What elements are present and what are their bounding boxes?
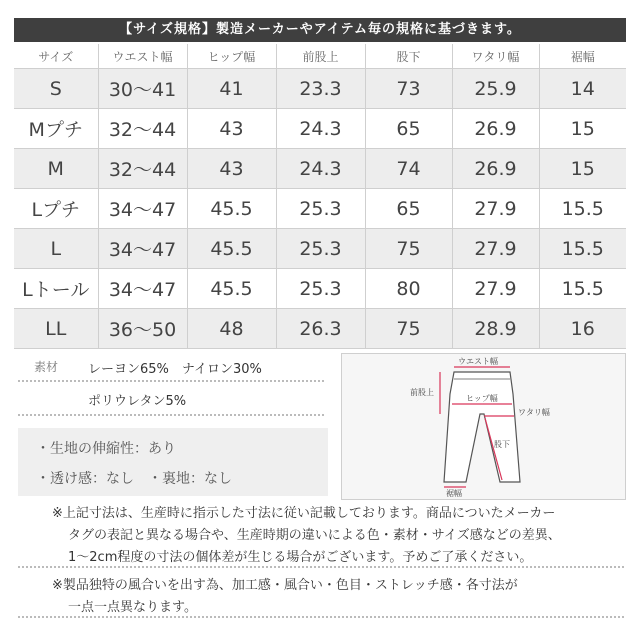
table-row	[14, 269, 626, 309]
measurement-cell: 26.9	[452, 149, 539, 189]
size-label-cell: Lプチ	[14, 189, 98, 229]
table-row	[14, 109, 626, 149]
note-divider	[18, 616, 624, 618]
measurement-cell: 25.3	[276, 189, 365, 229]
measurement-cell: 65	[365, 109, 452, 149]
header-waist: ウエスト幅	[98, 44, 187, 69]
pants-diagram-svg	[342, 354, 625, 499]
size-table-header	[14, 44, 626, 69]
measurement-cell: 15.5	[539, 229, 626, 269]
measurement-cell: 32〜44	[98, 109, 187, 149]
table-row	[14, 69, 626, 109]
measurement-cell: 24.3	[276, 109, 365, 149]
diagram-label-waist: ウエスト幅	[458, 357, 498, 366]
size-label-cell: Lトール	[14, 269, 98, 309]
note-line: ※上記寸法は、生産時に指示した寸法に従い記載しております。商品についたメーカー	[52, 506, 556, 521]
measurement-cell: 41	[187, 69, 276, 109]
sheer-lining-feature: ・透け感：なし ・裏地：なし	[36, 471, 232, 487]
table-row	[14, 149, 626, 189]
material-line-1: レーヨン65% ナイロン30%	[88, 362, 262, 377]
header-front-rise: 前股上	[276, 44, 365, 69]
pants-outline-icon	[444, 372, 520, 482]
note-line: 一点一点異なります。	[68, 600, 197, 615]
measurement-cell: 15	[539, 149, 626, 189]
note-divider	[18, 566, 624, 568]
product-note	[18, 570, 624, 620]
measurement-cell: 24.3	[276, 149, 365, 189]
measurement-cell: 27.9	[452, 269, 539, 309]
measurement-cell: 16	[539, 309, 626, 349]
measurement-cell: 25.9	[452, 69, 539, 109]
measurement-cell: 34〜47	[98, 189, 187, 229]
measurement-cell: 45.5	[187, 229, 276, 269]
measurement-cell: 28.9	[452, 309, 539, 349]
table-row	[14, 309, 626, 349]
measurement-cell: 25.3	[276, 229, 365, 269]
size-table	[14, 44, 626, 349]
note-line: 1〜2cm程度の寸法の個体差が生じる場合がございます。予めご了承ください。	[68, 550, 533, 565]
size-label-cell: Mプチ	[14, 109, 98, 149]
diagram-label-inseam: 股下	[494, 440, 510, 449]
measurement-cell: 27.9	[452, 189, 539, 229]
measurement-cell: 43	[187, 149, 276, 189]
measurement-cell: 65	[365, 189, 452, 229]
measurement-cell: 48	[187, 309, 276, 349]
measurement-cell: 26.3	[276, 309, 365, 349]
diagram-label-hem: 裾幅	[446, 489, 462, 498]
diagram-label-thigh: ワタリ幅	[518, 408, 550, 417]
material-line-2: ポリウレタン5%	[88, 394, 187, 409]
material-divider	[18, 380, 324, 382]
measurement-cell: 75	[365, 229, 452, 269]
size-label-cell: M	[14, 149, 98, 189]
measurement-cell: 23.3	[276, 69, 365, 109]
measurement-cell: 30〜41	[98, 69, 187, 109]
measurement-cell: 80	[365, 269, 452, 309]
measurement-note	[18, 500, 624, 568]
fabric-features-box	[18, 428, 328, 496]
measurement-cell: 45.5	[187, 189, 276, 229]
header-inseam: 股下	[365, 44, 452, 69]
measurement-cell: 14	[539, 69, 626, 109]
header-hip: ヒップ幅	[187, 44, 276, 69]
header-thigh: ワタリ幅	[452, 44, 539, 69]
size-spec-banner: 【サイズ規格】製造メーカーやアイテム毎の規格に基づきます。	[14, 18, 626, 42]
measurement-cell: 27.9	[452, 229, 539, 269]
measurement-cell: 26.9	[452, 109, 539, 149]
measurement-cell: 15.5	[539, 189, 626, 229]
size-label-cell: L	[14, 229, 98, 269]
material-section	[18, 356, 328, 409]
table-row	[14, 229, 626, 269]
table-row	[14, 189, 626, 229]
material-divider	[18, 414, 324, 416]
diagram-label-hip: ヒップ幅	[466, 394, 498, 403]
header-hem: 裾幅	[539, 44, 626, 69]
note-line: タグの表記と異なる場合や、生産時期の違いによる色・素材・サイズ感などの差異、	[68, 528, 561, 543]
measurement-cell: 15.5	[539, 269, 626, 309]
measurement-cell: 36〜50	[98, 309, 187, 349]
size-label-cell: S	[14, 69, 98, 109]
measurement-diagram	[341, 353, 626, 500]
measurement-cell: 15	[539, 109, 626, 149]
note-line: ※製品独特の風合いを出す為、加工感・風合い・色目・ストレッチ感・各寸法が	[52, 578, 518, 593]
diagram-label-rise: 前股上	[410, 388, 434, 397]
stretch-feature: ・生地の伸縮性：あり	[36, 441, 176, 457]
measurement-cell: 74	[365, 149, 452, 189]
material-label: 素材	[34, 360, 59, 374]
measurement-cell: 34〜47	[98, 229, 187, 269]
header-size: サイズ	[38, 49, 74, 64]
measurement-cell: 43	[187, 109, 276, 149]
size-label-cell: LL	[14, 309, 98, 349]
measurement-cell: 32〜44	[98, 149, 187, 189]
measurement-cell: 25.3	[276, 269, 365, 309]
measurement-cell: 75	[365, 309, 452, 349]
measurement-cell: 73	[365, 69, 452, 109]
measurement-cell: 34〜47	[98, 269, 187, 309]
measurement-cell: 45.5	[187, 269, 276, 309]
